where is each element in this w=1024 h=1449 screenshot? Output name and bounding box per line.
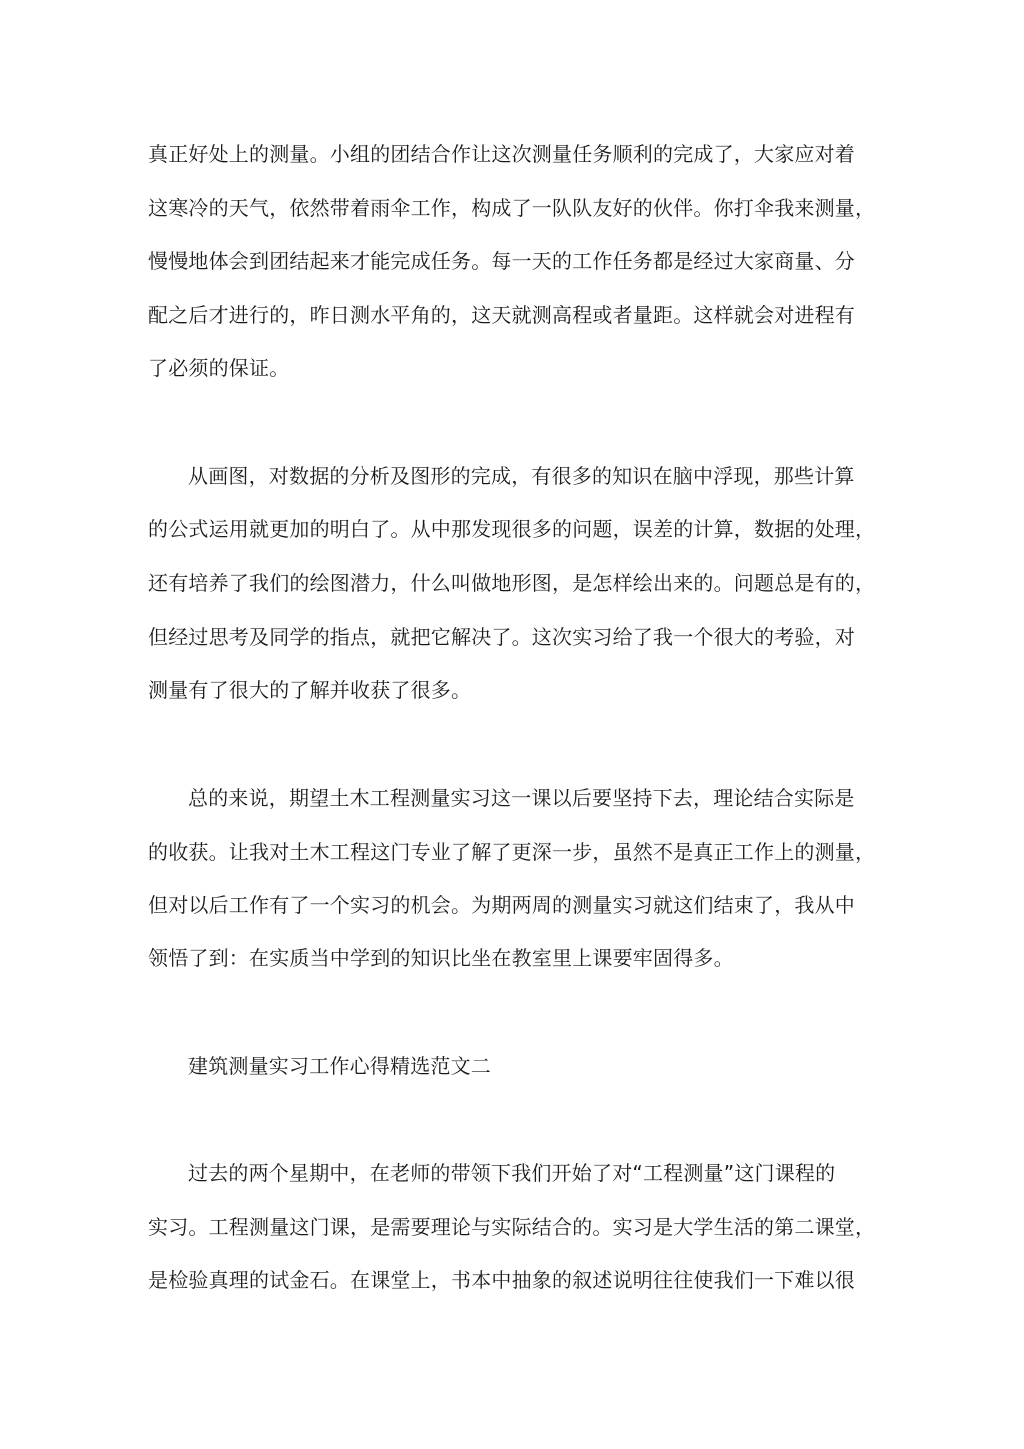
paragraph-1-line-4: 配之后才进行的，昨日测水平角的，这天就测高程或者量距。这样就会对进程有 <box>148 303 855 327</box>
paragraph-3-line-2: 的收获。让我对土木工程这门专业了解了更深一步，虽然不是真正工作上的测量， <box>148 840 876 864</box>
section-title: 建筑测量实习工作心得精选范文二 <box>188 1054 491 1078</box>
paragraph-2-line-3: 还有培养了我们的绘图潜力，什么叫做地形图，是怎样绘出来的。问题总是有的， <box>148 571 876 595</box>
paragraph-5-line-2: 实习。工程测量这门课，是需要理论与实际结合的。实习是大学生活的第二课堂， <box>148 1215 876 1239</box>
paragraph-5-line-1: 过去的两个星期中，在老师的带领下我们开始了对“工程测量”这门课程的 <box>188 1161 836 1185</box>
paragraph-3-line-1: 总的来说，期望土木工程测量实习这一课以后要坚持下去，理论结合实际是 <box>188 786 855 810</box>
paragraph-5-line-3: 是检验真理的试金石。在课堂上，书本中抽象的叙述说明往往使我们一下难以很 <box>148 1268 855 1292</box>
paragraph-2-line-4: 但经过思考及同学的指点，就把它解决了。这次实习给了我一个很大的考验，对 <box>148 625 855 649</box>
paragraph-1-line-3: 慢慢地体会到团结起来才能完成任务。每一天的工作任务都是经过大家商量、分 <box>148 249 855 273</box>
paragraph-3-line-4: 领悟了到：在实质当中学到的知识比坐在教室里上课要牢固得多。 <box>148 946 734 970</box>
paragraph-2-line-1: 从画图，对数据的分析及图形的完成，有很多的知识在脑中浮现，那些计算 <box>188 464 855 488</box>
paragraph-1-line-2: 这寒冷的天气，依然带着雨伞工作，构成了一队队友好的伙伴。你打伞我来测量， <box>148 196 876 220</box>
paragraph-1-line-5: 了必须的保证。 <box>148 356 290 380</box>
paragraph-2-line-5: 测量有了很大的了解并收获了很多。 <box>148 678 472 702</box>
paragraph-2-line-2: 的公式运用就更加的明白了。从中那发现很多的问题，误差的计算，数据的处理， <box>148 517 876 541</box>
paragraph-1-line-1: 真正好处上的测量。小组的团结合作让这次测量任务顺利的完成了，大家应对着 <box>148 142 855 166</box>
paragraph-3-line-3: 但对以后工作有了一个实习的机会。为期两周的测量实习就这们结束了，我从中 <box>148 893 855 917</box>
